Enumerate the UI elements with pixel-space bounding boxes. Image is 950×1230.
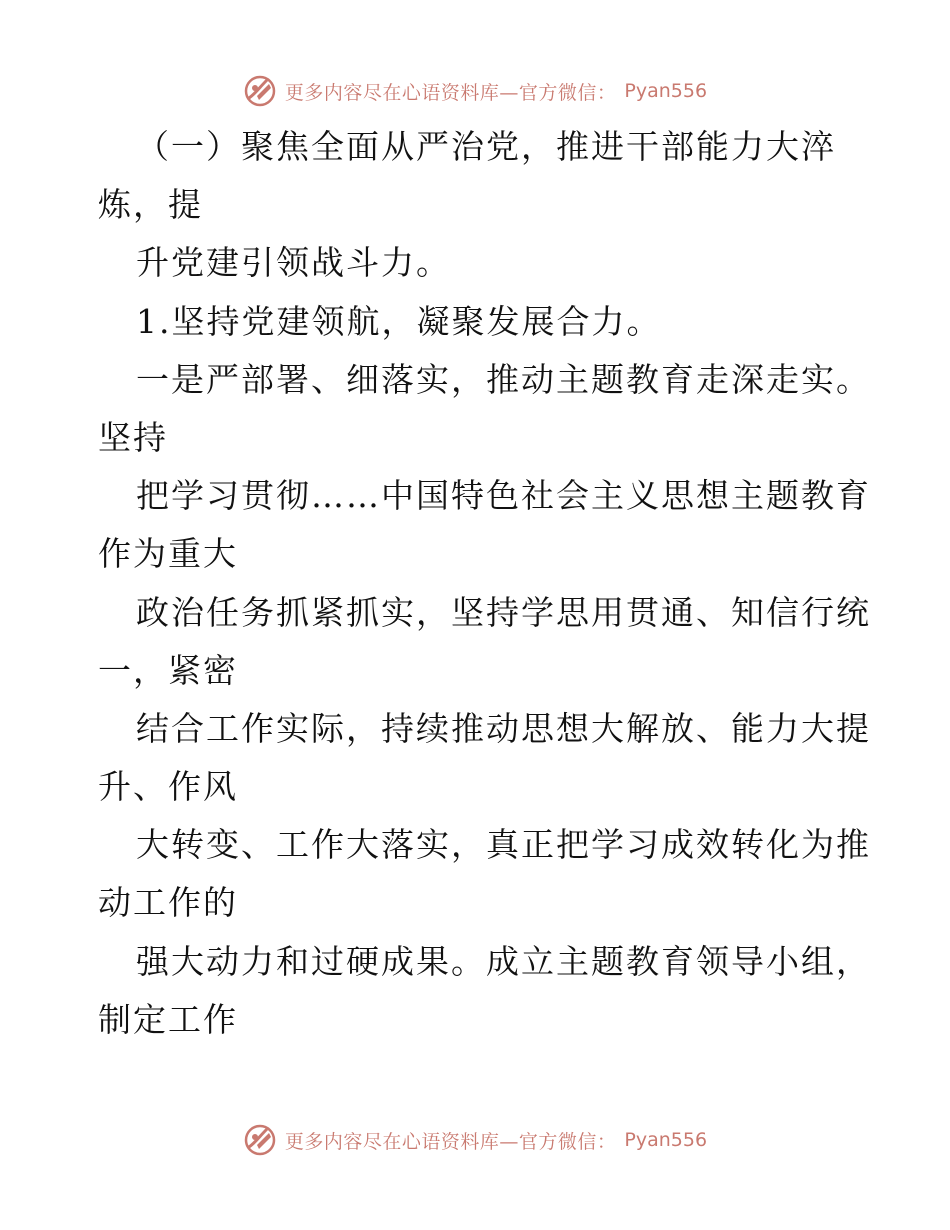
text-line: 政治任务抓紧抓实，坚持学思用贯通、知信行统 xyxy=(136,592,871,632)
text-line: 动工作的 xyxy=(98,883,238,923)
text-line: 1.坚持党建领航，凝聚发展合力。 xyxy=(136,301,662,341)
text-line: 一，紧密 xyxy=(98,650,238,690)
text-line: 升党建引领战斗力。 xyxy=(136,243,451,283)
pen-logo-icon xyxy=(243,74,277,108)
text-line: 制定工作 xyxy=(98,999,238,1039)
text-line: 把学习贯彻……中国特色社会主义思想主题教育 xyxy=(136,476,871,516)
text-line: 升、作风 xyxy=(98,767,238,807)
footer-watermark xyxy=(0,1120,950,1160)
text-line: （一）聚焦全面从严治党，推进干部能力大淬 xyxy=(136,127,836,166)
text-line: 大转变、工作大落实，真正把学习成效转化为推 xyxy=(136,825,871,865)
watermark-wechat-id: Pyan556 xyxy=(624,80,708,102)
text-line: 强大动力和过硬成果。成立主题教育领导小组， xyxy=(136,941,871,981)
text-line: 作为重大 xyxy=(98,534,238,574)
watermark-wechat-id: Pyan556 xyxy=(624,1129,708,1151)
text-line: 一是严部署、细落实，推动主题教育走深走实。 xyxy=(136,359,871,399)
text-line: 结合工作实际，持续推动思想大解放、能力大提 xyxy=(136,708,871,748)
text-line: 炼，提 xyxy=(98,185,203,225)
pen-logo-icon xyxy=(243,1123,277,1157)
document-body xyxy=(98,118,871,1049)
text-line: 坚持 xyxy=(98,417,168,457)
header-watermark xyxy=(0,71,950,111)
watermark-text: 更多内容尽在心语资料库—官方微信： xyxy=(284,81,617,104)
watermark-text: 更多内容尽在心语资料库—官方微信： xyxy=(284,1130,617,1153)
